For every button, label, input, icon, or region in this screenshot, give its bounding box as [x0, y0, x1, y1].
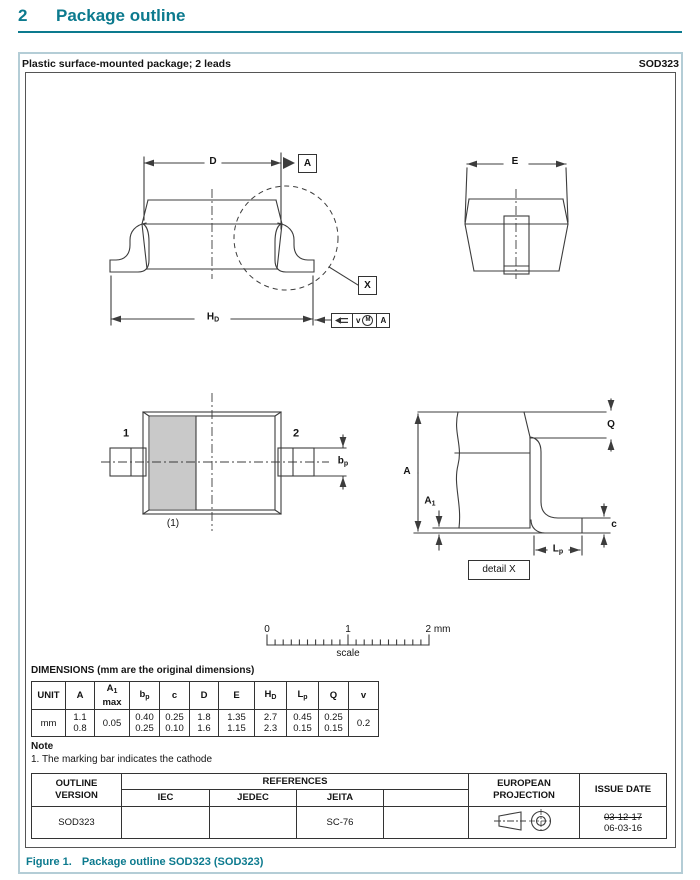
note-reference-label: (1): [166, 518, 180, 529]
figure-caption-text: Package outline SOD323 (SOD323): [81, 856, 264, 868]
scale-caption: scale: [336, 648, 360, 659]
col-header-HD: $H_D$: [255, 682, 287, 710]
cell-iec: [122, 807, 210, 839]
detail-x-caption-box: [468, 560, 530, 580]
col-header-bp: $b_p$: [130, 682, 160, 710]
detail-x-caption: detail X: [482, 564, 516, 575]
dim-label-A: A: [403, 466, 411, 477]
tolerance-datum-cell: [377, 314, 389, 327]
col-header-Q: Q: [319, 682, 349, 710]
col-header-blank: [384, 790, 469, 807]
col-header-A: A: [66, 682, 95, 710]
cell-c: 0.25 0.10: [160, 710, 190, 737]
tolerance-v-label: v: [356, 315, 361, 325]
detail-x-flag-label: X: [364, 279, 371, 291]
cell-outline-version: SOD323: [32, 807, 122, 839]
cell-blank: [384, 807, 469, 839]
cell-bp: 0.40 0.25: [130, 710, 160, 737]
section-title: Package outline: [56, 6, 186, 25]
col-header-jeita: JEITA: [297, 790, 384, 807]
dim-label-Lp: $L_p$: [552, 543, 564, 556]
pin2-label: 2: [292, 427, 300, 440]
first-angle-projection-icon: [493, 807, 555, 835]
dim-label-Q: Q: [607, 419, 615, 430]
dim-label-E: E: [511, 156, 519, 167]
cell-unit: mm: [32, 710, 66, 737]
figure-caption-number: Figure 1.: [26, 856, 72, 868]
cell-Lp: 0.45 0.15: [287, 710, 319, 737]
col-header-D: D: [190, 682, 219, 710]
dim-label-A1: $A_1$: [424, 495, 436, 508]
mmc-modifier-icon: M: [362, 315, 373, 326]
cell-D: 1.8 1.6: [190, 710, 219, 737]
col-header-issue-date: ISSUE DATE: [580, 774, 667, 807]
datum-a-flag: [298, 154, 317, 173]
scale-tick0-label: 0: [264, 624, 270, 635]
col-header-jedec: JEDEC: [210, 790, 297, 807]
cell-v: 0.2: [349, 710, 379, 737]
col-header-unit: UNIT: [32, 682, 66, 710]
cell-Q: 0.25 0.15: [319, 710, 349, 737]
figure-caption: [26, 856, 263, 868]
cell-E: 1.35 1.15: [219, 710, 255, 737]
cell-A1max: 0.05: [95, 710, 130, 737]
note-item: 1. The marking bar indicates the cathode: [31, 754, 213, 765]
top-view: [101, 393, 349, 531]
dim-label-D: D: [209, 156, 217, 167]
col-header-references: REFERENCES: [122, 774, 469, 790]
datum-a-label: A: [303, 157, 312, 169]
issue-date-new: 06-03-16: [603, 822, 643, 834]
cathode-marking-bar: [150, 417, 196, 509]
drawing-area: [25, 72, 676, 848]
cell-issue-date: [580, 807, 667, 839]
figure-box: [18, 52, 683, 874]
col-header-A1max: $A_1$ max: [95, 682, 130, 710]
package-name: SOD323: [638, 58, 679, 70]
tolerance-symbol-icon: [332, 314, 353, 327]
col-header-v: v: [349, 682, 379, 710]
section-header: [18, 6, 682, 33]
col-header-Lp: $L_p$: [287, 682, 319, 710]
scale-tick2-label: 2 mm: [425, 624, 451, 635]
references-header-row1: [32, 774, 667, 790]
figure-box-header: [20, 54, 681, 73]
dim-label-bp: $b_p$: [337, 455, 349, 468]
col-header-european-projection: EUROPEAN PROJECTION: [469, 774, 580, 807]
dimensions-value-row: [32, 710, 379, 737]
cell-A: 1.1 0.8: [66, 710, 95, 737]
detail-x-flag: [358, 276, 377, 295]
tolerance-datum-label: A: [380, 315, 387, 325]
detail-x-view: [414, 399, 611, 555]
cell-european-projection: [469, 807, 580, 839]
cell-HD: 2.7 2.3: [255, 710, 287, 737]
col-header-outline-version: OUTLINE VERSION: [32, 774, 122, 807]
scale-tick1-label: 1: [345, 624, 351, 635]
dim-label-HD: $H_D$: [206, 311, 220, 324]
references-table: [31, 773, 667, 839]
dimensions-header-row: [32, 682, 379, 710]
dimensions-table: [31, 681, 379, 737]
package-description: Plastic surface-mounted package; 2 leads: [22, 58, 231, 70]
col-header-E: E: [219, 682, 255, 710]
scale-ruler: [267, 635, 429, 645]
section-number: 2: [18, 6, 28, 25]
dimensions-table-title: DIMENSIONS (mm are the original dimensions): [31, 665, 255, 676]
col-header-iec: IEC: [122, 790, 210, 807]
dim-label-c: c: [611, 519, 617, 530]
pin1-label: 1: [122, 427, 130, 440]
tolerance-frame: [331, 313, 390, 328]
note-title: Note: [31, 741, 54, 752]
end-view: [465, 164, 568, 279]
cell-jeita: SC-76: [297, 807, 384, 839]
issue-date-old: 03-12-17: [603, 811, 643, 823]
side-view: [110, 153, 361, 325]
cell-jedec: [210, 807, 297, 839]
tolerance-value-cell: [353, 314, 377, 327]
col-header-c: c: [160, 682, 190, 710]
references-value-row: [32, 807, 667, 839]
